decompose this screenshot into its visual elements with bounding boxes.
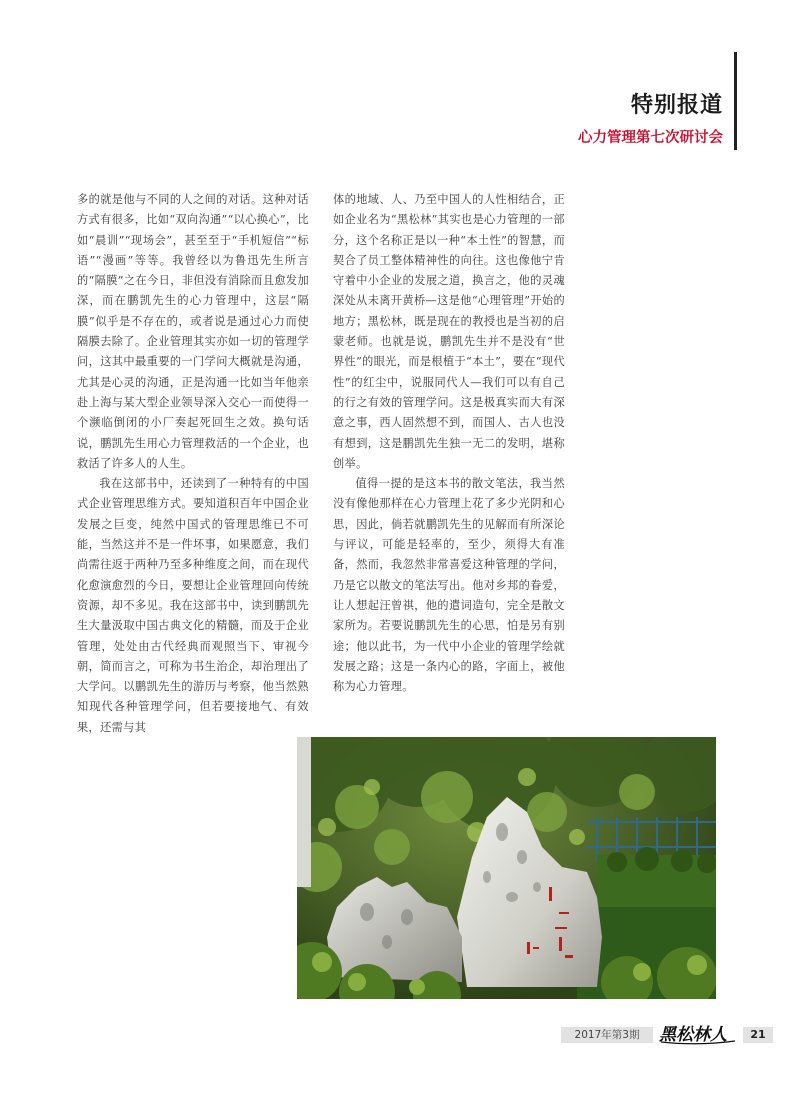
magazine-logo — [657, 1023, 739, 1045]
page-footer — [561, 1027, 773, 1043]
paragraph: 值得一提的是这本书的散文笔法，我当然没有像他那样在心力管理上花了多少光阴和心思，因此，倘若就鹏凯先生的见解而有所深论与评议，可能是轻率的，至少，须得大有准备，然而，我忽然非常喜爱这种管理的学问，乃是它以散文的笔法写出。他对乡邦的眷爱，让人想起汪曾祺，他的遣词造句，完全是散文家所为。若要说鹏凯先生的心思，怕是另有别途；他以此书，为一代中小企业的管理学绘就发展之路；这是一条内心的路，字面上，被他称为心力管理。 — [333, 477, 565, 694]
section-subtitle: 心力管理第七次研讨会 — [578, 130, 723, 146]
page-number: 21 — [743, 1027, 773, 1043]
paragraph: 体的地域、人、乃至中国人的人性相结合，正如企业名为“黑松林”其实也是心力管理的一部分，这个名称正是以一种“本土性”的智慧，而契合了员工整体精神性的向往。这也像他宁肯守着中小企业的发展之道，换言之，他的灵魂深处从未离开黄桥—这是他“心理管理”开始的地方；黑松林，既是现在的教授也是当初的启蒙老师。也就是说，鹏凯先生并不是没有“世界性”的眼光，而是根植于“本土”，要在“现代性”的红尘中，说服同代人—我们可以有自己的行之有效的管理学问。这是极真实而大有深意之事，西人固然想不到，而国人、古人也没有想到，这是鹏凯先生独一无二的发明，堪称创举。 — [333, 193, 565, 470]
article-column-right — [333, 190, 565, 697]
photo-illustration — [297, 737, 716, 999]
article-column-left — [77, 190, 309, 738]
garden-rock-photo — [297, 737, 716, 999]
issue-label: 2017年第3期 — [561, 1027, 653, 1043]
logo-text: 黑松林人 — [659, 1025, 727, 1045]
paragraph: 我在这部书中，还读到了一种特有的中国式企业管理思维方式。要知道积百年中国企业发展之巨变，纯然中国式的管理思维已不可能，当然这并不是一件坏事，如果愿意，我们尚需往返于两种乃至多种维度之间，而在现代化愈演愈烈的今日，要想让企业管理回向传统资源，却不多见。我在这部书中，读到鹏凯先生大量汲取中国古典文化的精髓，而及于企业管理，处处由古代经典而观照当下、审视今朝，简而言之，可称为书生治企，却治理出了大学问。以鹏凯先生的游历与考察，他当然熟知现代各种管理学问，但若要接地气、有效果，还需与其 — [77, 477, 309, 734]
section-title: 特别报道 — [630, 93, 723, 118]
header-divider-bar — [734, 52, 737, 150]
paragraph: 多的就是他与不同的人之间的对话。这种对话方式有很多，比如“双向沟通”“以心换心”，比如“晨训”“现场会”，甚至至于“手机短信”“标语”“漫画”等等。我曾经以为鲁迅先生所言的“隔膜”之在今日，非但没有消除而且愈发加深，而在鹏凯先生的心力管理中，这层“隔膜”似乎是不存在的，或者说是通过心力而使隔膜去除了。企业管理其实亦如一切的管理学问，这其中最重要的一门学问大概就是沟通，尤其是心灵的沟通，正是沟通一比如当年他亲赴上海与某大型企业领导深入交心一而使得一个濒临倒闭的小厂奏起死回生之效。换句话说，鹏凯先生用心力管理救活的一个企业，也救活了许多人的人生。 — [77, 193, 309, 470]
